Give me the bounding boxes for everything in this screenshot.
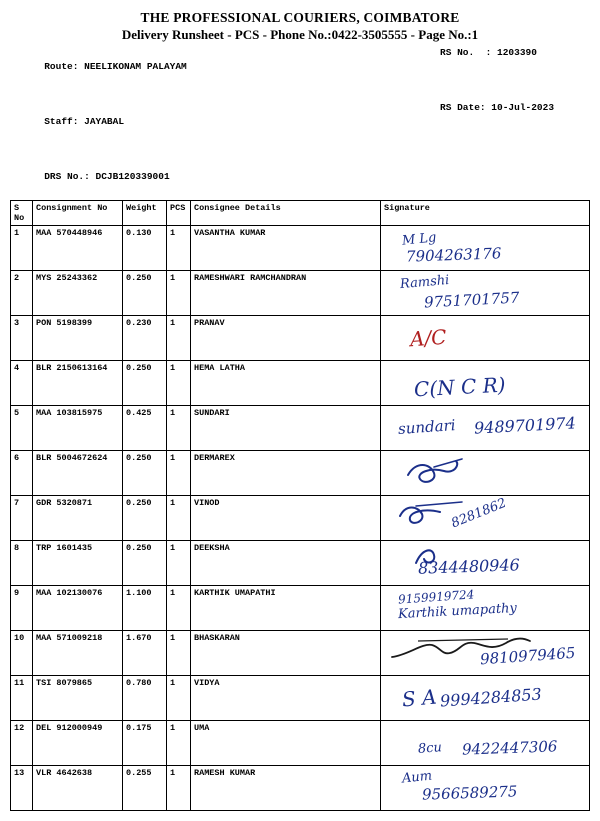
cell-signature — [381, 766, 590, 811]
cell-consignee: VINOD — [191, 496, 381, 541]
cell-weight: 0.175 — [123, 721, 167, 766]
drs-label: DRS No.: DCJB120339001 — [44, 170, 170, 182]
table-row — [11, 226, 590, 271]
signature-mark: sundari — [397, 416, 457, 439]
signature-area — [384, 768, 586, 808]
document-title: Delivery Runsheet - PCS - Phone No.:0422-3505555 - Page No.:1 — [121, 27, 479, 42]
cell-weight: 0.250 — [123, 451, 167, 496]
signature-phone: 9810979465 — [479, 644, 576, 669]
cell-consignment: PON 5198399 — [33, 316, 123, 361]
col-signature: Signature — [381, 201, 590, 226]
cell-pcs: 1 — [167, 541, 191, 586]
signature-phone: 7904263176 — [405, 244, 502, 267]
table-row — [11, 676, 590, 721]
cell-consignee: HEMA LATHA — [191, 361, 381, 406]
table-row — [11, 496, 590, 541]
signature-mark: M Lg — [401, 230, 438, 250]
route-label: Route: NEELIKONAM PALAYAM — [44, 60, 187, 72]
cell-weight: 0.230 — [123, 316, 167, 361]
signature-area — [384, 453, 586, 493]
cell-consignment: MAA 570448946 — [33, 226, 123, 271]
cell-sno: 8 — [11, 541, 33, 586]
signature-phone: 8344480946 — [417, 555, 521, 579]
signature-area — [384, 318, 586, 358]
staff-line — [10, 101, 590, 156]
signature-phone: 8281862 — [449, 496, 509, 532]
cell-consignee: RAMESHWARI RAMCHANDRAN — [191, 271, 381, 316]
cell-consignment: TRP 1601435 — [33, 541, 123, 586]
cell-signature — [381, 721, 590, 766]
cell-consignee: VASANTHA KUMAR — [191, 226, 381, 271]
cell-sno: 10 — [11, 631, 33, 676]
cell-sno: 11 — [11, 676, 33, 721]
signature-phone: 9489701974 — [473, 413, 577, 439]
cell-signature — [381, 496, 590, 541]
page-footer-space — [10, 811, 590, 821]
signature-phone: 9566589275 — [421, 782, 518, 805]
cell-consignment: GDR 5320871 — [33, 496, 123, 541]
cell-weight: 0.250 — [123, 541, 167, 586]
cell-sno: 4 — [11, 361, 33, 406]
cell-pcs: 1 — [167, 406, 191, 451]
signature-area — [384, 543, 586, 583]
cell-sno: 9 — [11, 586, 33, 631]
signature-mark: 9159919724 — [397, 587, 475, 608]
cell-signature — [381, 676, 590, 721]
cell-signature — [381, 271, 590, 316]
cell-sno: 6 — [11, 451, 33, 496]
table-row — [11, 631, 590, 676]
cell-pcs: 1 — [167, 631, 191, 676]
cell-sno: 1 — [11, 226, 33, 271]
table-row — [11, 541, 590, 586]
cell-pcs: 1 — [167, 271, 191, 316]
cell-consignment: MAA 571009218 — [33, 631, 123, 676]
signature-mark: S A — [401, 684, 438, 712]
table-row — [11, 451, 590, 496]
drs-line — [10, 156, 590, 197]
cell-pcs: 1 — [167, 226, 191, 271]
cell-signature — [381, 316, 590, 361]
cell-weight: 0.780 — [123, 676, 167, 721]
table-row — [11, 766, 590, 811]
cell-weight: 0.130 — [123, 226, 167, 271]
cell-signature — [381, 541, 590, 586]
col-weight: Weight — [123, 201, 167, 226]
table-row — [11, 721, 590, 766]
table-body — [11, 226, 590, 811]
signature-mark: Aum — [401, 768, 433, 787]
signature-area — [384, 408, 586, 448]
cell-pcs: 1 — [167, 496, 191, 541]
route-line — [10, 46, 590, 101]
cell-sno: 5 — [11, 406, 33, 451]
table-row — [11, 271, 590, 316]
cell-sno: 13 — [11, 766, 33, 811]
col-sno: S No — [11, 201, 33, 226]
signature-area — [384, 228, 586, 268]
company-title: THE PROFESSIONAL COURIERS, COIMBATORE — [140, 10, 460, 25]
cell-sno: 12 — [11, 721, 33, 766]
table-row — [11, 316, 590, 361]
cell-consignment: MAA 103815975 — [33, 406, 123, 451]
signature-area — [384, 363, 586, 403]
table-header-row — [11, 201, 590, 226]
cell-pcs: 1 — [167, 361, 191, 406]
cell-consignment: VLR 4642638 — [33, 766, 123, 811]
cell-pcs: 1 — [167, 586, 191, 631]
signature-area — [384, 588, 586, 628]
cell-consignee: DERMAREX — [191, 451, 381, 496]
cell-sno: 2 — [11, 271, 33, 316]
cell-consignment: BLR 5004672624 — [33, 451, 123, 496]
staff-label: Staff: JAYABAL — [44, 115, 125, 127]
cell-pcs: 1 — [167, 676, 191, 721]
table-row — [11, 586, 590, 631]
table-row — [11, 406, 590, 451]
signature-phone: Karthik umapathy — [397, 601, 518, 623]
cell-signature — [381, 226, 590, 271]
rs-no-label: RS No. : 1203390 — [440, 47, 537, 58]
cell-weight: 1.670 — [123, 631, 167, 676]
cell-consignee: UMA — [191, 721, 381, 766]
cell-signature — [381, 361, 590, 406]
cell-consignment: MYS 25243362 — [33, 271, 123, 316]
cell-weight: 0.250 — [123, 496, 167, 541]
cell-consignee: PRANAV — [191, 316, 381, 361]
cell-sno: 3 — [11, 316, 33, 361]
cell-consignee: DEEKSHA — [191, 541, 381, 586]
signature-area — [384, 273, 586, 313]
cell-signature — [381, 451, 590, 496]
signature-mark: A/C — [409, 325, 448, 352]
signature-area — [384, 678, 586, 718]
signature-mark: Ramshi — [399, 273, 450, 293]
cell-consignee: BHASKARAN — [191, 631, 381, 676]
cell-signature — [381, 586, 590, 631]
signature-scribble — [404, 457, 474, 491]
cell-consignment: DEL 912000949 — [33, 721, 123, 766]
cell-pcs: 1 — [167, 451, 191, 496]
cell-consignee: SUNDARI — [191, 406, 381, 451]
signature-phone: 9994284853 — [439, 684, 543, 711]
rs-date-label: RS Date: 10-Jul-2023 — [440, 102, 555, 114]
runsheet-table — [10, 200, 590, 811]
table-row — [11, 361, 590, 406]
header-meta — [10, 46, 590, 197]
col-pcs: PCS — [167, 201, 191, 226]
signature-area — [384, 723, 586, 763]
cell-consignee: RAMESH KUMAR — [191, 766, 381, 811]
cell-consignee: KARTHIK UMAPATHI — [191, 586, 381, 631]
signature-mark: 8cu — [417, 740, 443, 758]
cell-consignment: TSI 8079865 — [33, 676, 123, 721]
cell-consignee: VIDYA — [191, 676, 381, 721]
cell-pcs: 1 — [167, 316, 191, 361]
signature-phone: 9751701757 — [423, 288, 520, 312]
cell-signature — [381, 631, 590, 676]
cell-pcs: 1 — [167, 766, 191, 811]
col-consignee: Consignee Details — [191, 201, 381, 226]
signature-phone: 9422447306 — [461, 737, 558, 760]
cell-consignment: BLR 2150613164 — [33, 361, 123, 406]
col-consignment: Consignment No — [33, 201, 123, 226]
cell-sno: 7 — [11, 496, 33, 541]
signature-mark: C(N C R) — [413, 373, 507, 402]
cell-weight: 1.100 — [123, 586, 167, 631]
cell-weight: 0.255 — [123, 766, 167, 811]
signature-area — [384, 498, 586, 538]
cell-pcs: 1 — [167, 721, 191, 766]
cell-weight: 0.250 — [123, 361, 167, 406]
cell-weight: 0.425 — [123, 406, 167, 451]
cell-signature — [381, 406, 590, 451]
signature-area — [384, 633, 586, 673]
cell-consignment: MAA 102130076 — [33, 586, 123, 631]
cell-weight: 0.250 — [123, 271, 167, 316]
